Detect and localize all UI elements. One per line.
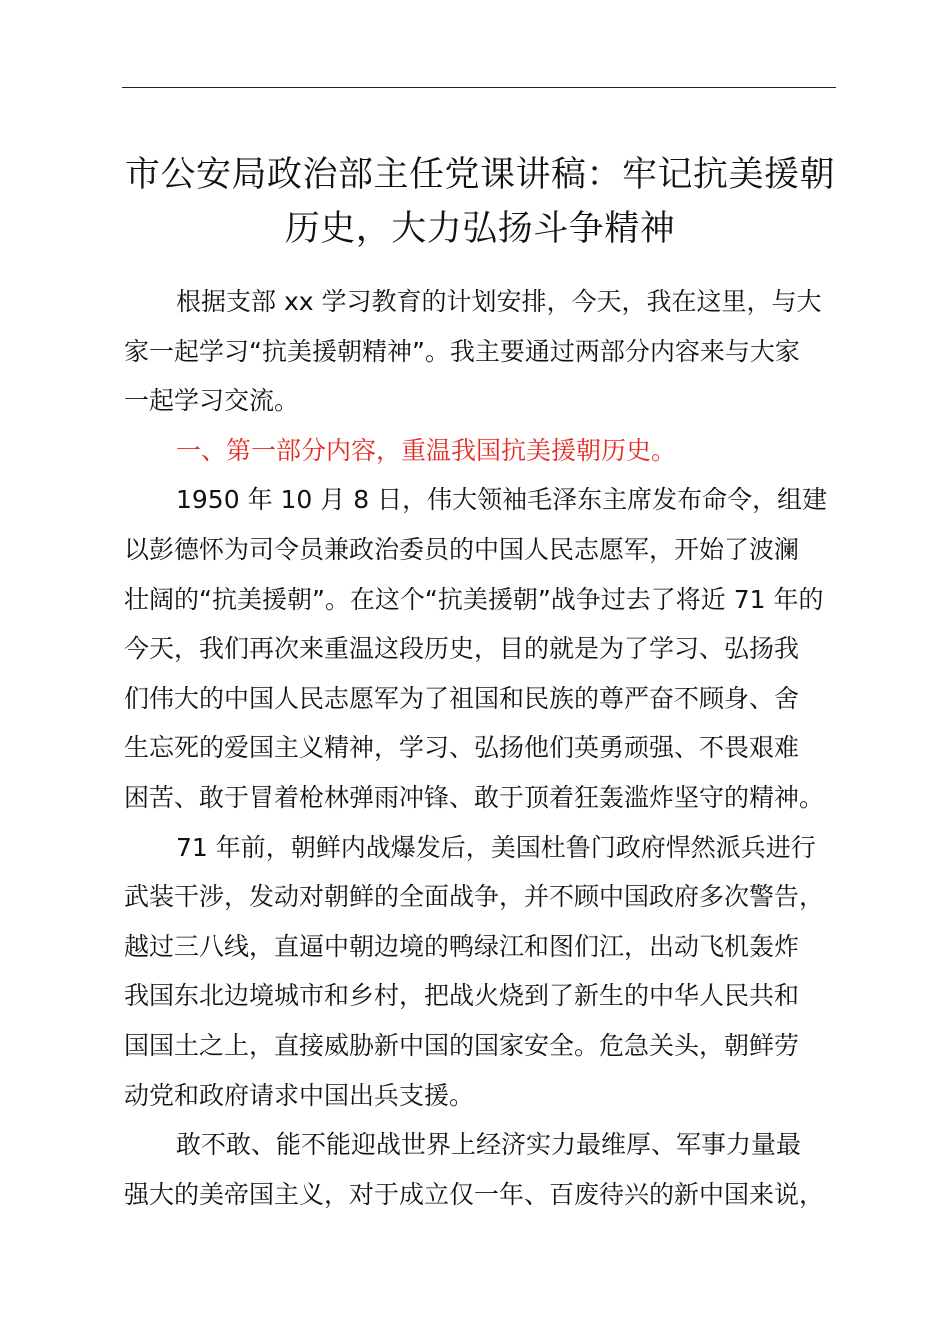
text-line: 动党和政府请求中国出兵支援。	[124, 1080, 475, 1110]
document-body	[124, 277, 836, 1219]
text-line: 家一起学习“抗美援朝精神”。我主要通过两部分内容来与大家	[124, 336, 800, 366]
text-line: 强大的美帝国主义，对于成立仅一年、百废待兴的新中国来说，	[124, 1179, 825, 1209]
text-line: 我国东北边境城市和乡村，把战火烧到了新生的中华人民共和	[124, 981, 800, 1011]
paragraph-intro	[124, 277, 836, 426]
text-line: 武装干涉，发动对朝鲜的全面战争，并不顾中国政府多次警告，	[124, 882, 825, 912]
text-line: 国国土之上，直接威胁新中国的国家安全。危急关头，朝鲜劳	[124, 1030, 800, 1060]
text-line: 们伟大的中国人民志愿军为了祖国和民族的尊严奋不顾身、舍	[124, 683, 800, 713]
text-line: 壮阔的“抗美援朝”。在这个“抗美援朝”战争过去了将近 71 年的	[124, 584, 824, 614]
section-heading-text: 一、第一部分内容，重温我国抗美援朝历史。	[176, 435, 677, 465]
text-line: 今天，我们再次来重温这段历史，目的就是为了学习、弘扬我	[124, 634, 800, 664]
text-line: 根据支部 xx 学习教育的计划安排，今天，我在这里，与大	[176, 287, 822, 316]
text-line: 以彭德怀为司令员兼政治委员的中国人民志愿军，开始了波澜	[124, 534, 800, 564]
header-rule	[122, 87, 836, 88]
document-title	[110, 148, 850, 256]
paragraph-dare	[124, 1120, 836, 1219]
paragraph-71-years	[124, 823, 836, 1121]
text-line: 一起学习交流。	[124, 386, 300, 416]
text-line: 71 年前，朝鲜内战爆发后，美国杜鲁门政府悍然派兵进行	[176, 832, 816, 862]
text-line: 1950 年 10 月 8 日，伟大领袖毛泽东主席发布命令，组建	[176, 485, 828, 515]
title-line: 市公安局政治部主任党课讲稿：牢记抗美援朝	[124, 155, 835, 195]
section-heading	[124, 426, 836, 476]
paragraph-1950	[124, 475, 836, 822]
title-line: 历史，大力弘扬斗争精神	[284, 209, 676, 249]
text-line: 生忘死的爱国主义精神，学习、弘扬他们英勇顽强、不畏艰难	[124, 733, 800, 763]
text-line: 困苦、敢于冒着枪林弹雨冲锋、敢于顶着狂轰滥炸坚守的精神。	[124, 782, 825, 812]
text-line: 越过三八线，直逼中朝边境的鸭绿江和图们江，出动飞机轰炸	[124, 931, 800, 961]
text-line: 敢不敢、能不能迎战世界上经济实力最维厚、军事力量最	[176, 1130, 802, 1160]
